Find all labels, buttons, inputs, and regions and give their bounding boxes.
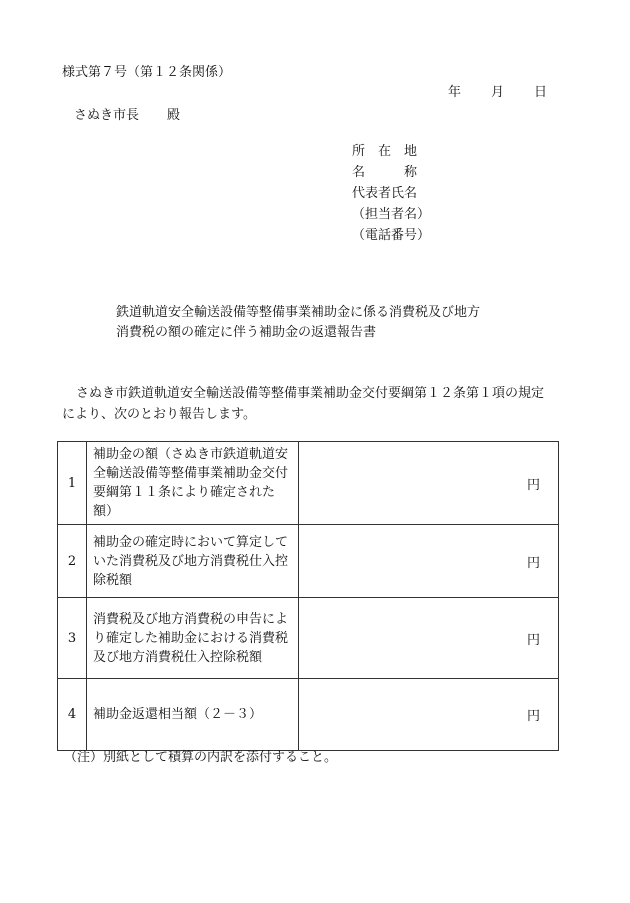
addressee [74, 109, 180, 122]
date-line [448, 86, 547, 99]
row-label: 補助金の確定時において算定していた消費税及び地方消費税仕入控除税額 [87, 525, 299, 598]
phone-label: （電話番号） [352, 228, 431, 243]
address-label: 所 在 地 [352, 144, 418, 159]
table-row [58, 598, 559, 679]
amount-field[interactable] [299, 679, 559, 751]
yen-unit: 円 [526, 709, 540, 724]
table-row [58, 442, 559, 525]
intro-line1: さぬき市鉄道軌道安全輸送設備等整備事業補助金交付要綱第１２条第１項の規定 [76, 386, 545, 401]
table-row [58, 679, 559, 751]
row-number: 1 [58, 442, 87, 525]
name-label: 名 称 [352, 165, 418, 180]
yen-unit: 円 [526, 555, 540, 571]
document-title-line1: 鉄道軌道安全輸送設備等整備事業補助金に係る消費税及び地方 [116, 305, 481, 320]
yen-unit: 円 [526, 632, 540, 648]
date-day-label: 日 [534, 85, 548, 100]
row-number: 3 [58, 598, 87, 679]
date-year-label: 年 [448, 85, 462, 100]
amount-field[interactable] [299, 525, 559, 598]
row-number: 2 [58, 525, 87, 598]
intro-paragraph [62, 383, 562, 425]
amount-field[interactable] [299, 442, 559, 525]
applicant-block [352, 145, 430, 250]
row-label: 補助金の額（さぬき市鉄道軌道安全輸送設備等整備事業補助金交付要綱第１１条により確定された額） [87, 442, 299, 525]
intro-line2: により、次のとおり報告します。 [62, 407, 256, 422]
footnote: （注）別紙として積算の内訳を添付すること。 [64, 750, 338, 765]
table-row [58, 525, 559, 598]
amount-field[interactable] [299, 598, 559, 679]
representative-label: 代表者氏名 [352, 186, 418, 201]
row-label: 消費税及び地方消費税の申告により確定した補助金における消費税及び地方消費税仕入控除税額 [87, 598, 299, 679]
addressee-honorific: 殿 [167, 108, 181, 123]
document-title [116, 303, 480, 343]
contact-person-label: （担当者名） [352, 207, 431, 222]
addressee-name: さぬき市長 [74, 108, 140, 123]
date-month-label: 月 [491, 85, 505, 100]
row-label: 補助金返還相当額（２－３） [87, 679, 299, 751]
document-title-line2: 消費税の額の確定に伴う補助金の返還報告書 [116, 325, 377, 340]
report-table [57, 441, 559, 751]
row-number: 4 [58, 679, 87, 751]
form-number: 様式第７号（第１２条関係） [62, 65, 232, 80]
yen-unit: 円 [526, 477, 540, 493]
